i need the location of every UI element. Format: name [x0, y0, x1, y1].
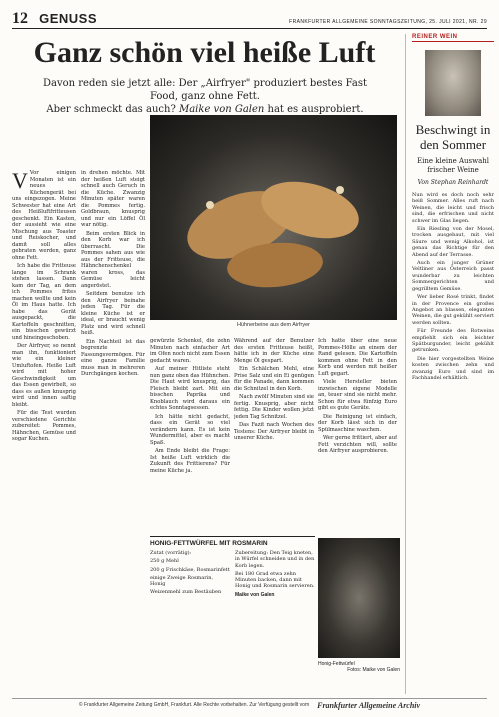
author-portrait — [425, 50, 481, 116]
recipe-box — [150, 536, 315, 689]
paragraph: Ein Schälchen Mehl, eine Prise Salz und ein Ei genügen für die Panade, dann kommen die Schnitzel in den Korb. — [234, 366, 314, 392]
paragraph: Ich hätte nicht gedacht, dass ein Gerät so viel verändern kann. Es ist kein Wundermittel, aber es macht Spaß. — [150, 413, 230, 446]
photo-credit: Fotos: Maike von Galen — [347, 667, 400, 673]
copyright-text: © Frankfurter Allgemeine Zeitung GmbH, Frankfurt. Alle Rechte vorbehalten. Zur Verfügung gestellt vom — [78, 702, 310, 708]
airfryer-photo — [150, 115, 397, 320]
divider — [412, 41, 494, 42]
recipe-line: 200 g Frischkäse, Rosmarinfett — [150, 566, 230, 573]
recipe-line: 250 g Mehl — [150, 558, 179, 565]
page-number: 12 — [12, 10, 28, 27]
small-photo-caption — [318, 661, 400, 673]
photo-caption: Hühnerbeine aus dem Airfryer — [236, 322, 311, 328]
paragraph: Die hier vorgestellten Weine kosten zwischen zehn und zwanzig Euro und sind im Fachhandel erhältlich. — [412, 355, 494, 381]
paragraph: Während auf der Benutzer des ersten Fritteuse heißt, hätte ich in der Küche eine Menge Öl gespart. — [234, 338, 314, 364]
subhead-author: Maike von Galen — [178, 104, 265, 115]
article-column-5 — [318, 338, 397, 533]
subhead — [30, 77, 380, 116]
article-column-1 — [12, 170, 76, 690]
main-photo — [150, 115, 397, 320]
section-name: GENUSS — [39, 11, 97, 26]
subhead-suffix: hat es ausprobiert. — [264, 104, 364, 115]
paragraph: Beim ersten Blick in den Korb war ich überrascht. Die Pommes sahen aus wie aus der Fritteuse, die Hähnchenschenkel waren kross, das Gemüse leicht angeröstet. — [81, 230, 145, 289]
paragraph: Wer lieber Rosé trinkt, findet in der Provence ein großes Angebot an blassen, eleganten Weinen, die gut gekühlt serviert werden sollten. — [412, 294, 494, 326]
sidebar-subtitle: Eine kleine Auswahl frischer Weine — [416, 157, 490, 174]
sidebar-wine-column — [405, 34, 494, 694]
drop-cap: V — [12, 170, 28, 193]
page-footer — [12, 698, 487, 711]
paragraph: gewürzte Schenkel, die zehn Minuten nach einfacher Art im Ofen noch nicht zum Essen gedacht waren. — [150, 338, 230, 364]
sidebar-text — [412, 192, 494, 672]
article-column-3 — [150, 338, 230, 533]
recipe-instructions — [235, 550, 315, 598]
recipe-line: Zubereitung: Den Teig kneten, in Würfel schneiden und in den Korb legen. — [235, 550, 315, 569]
paragraph: Nun wird es doch noch sehr heiß Sommer. Alles ruft nach Weinen, die leicht und frisch sind, die erfrischen und nicht schwer im Glas liegen. — [412, 192, 494, 224]
sidebar-author: Von Stephan Reinhardt — [417, 179, 489, 186]
paragraph: in drehen möchte. Mit der heißen Luft steigt schnell auch Geruch in die Küche. Zwanzig Minuten später waren die Pommes fertig. Goldbraun, knusprig und nur ein Löffel Öl war nötig. — [81, 170, 145, 228]
recipe-ingredients — [150, 550, 230, 598]
recipe-author: Maike von Galen — [235, 591, 275, 598]
paragraph: Die Reinigung ist einfach, der Korb lässt sich in der Spülmaschine waschen. — [318, 413, 397, 433]
subhead-line1: Davon reden sie jetzt alle: Der „Airfryer" produziert bestes Fast Food, ganz ohne Fett. — [42, 78, 368, 102]
paragraph: Ich habe die Fritteuse lange im Schrank stehen lassen. Dann kam der Tag, an dem ich Pommes frites machen wollte und kein Öl im Haus hatte. Ich habe das Gerät ausgepackt, die Kartoffeln geschnitten, ein bisschen gewürzt und hineingeschoben. — [12, 263, 76, 341]
small-photo-caption-left: Honig-Fettwürfel — [318, 661, 355, 667]
recipe-line: einige Zweige Rosmarin, Honig — [150, 574, 214, 588]
column-label: REINER WEIN — [412, 34, 458, 40]
subhead-prefix: Aber schmeckt das auch? — [46, 104, 179, 115]
newspaper-line: FRANKFURTER ALLGEMEINE SONNTAGSZEITUNG, 25. JULI 2021, NR. 29 — [289, 19, 487, 25]
paragraph: Das Fazit nach Wochen des Testens: Der Airfryer bleibt in unserer Küche. — [234, 422, 314, 441]
sidebar-title: Beschwingt in den Sommer — [415, 122, 491, 152]
article-column-4 — [234, 338, 314, 533]
paragraph: Am Ende bleibt die Frage: Ist heiße Luft wirklich die Zukunft des Frittierens? Für meine Küche ja. — [150, 448, 230, 474]
paragraph: Für die Test wurden verschiedene Gerichte zubereitet: Pommes, Hähnchen, Gemüse und sogar Kuchen. — [12, 410, 76, 442]
faz-logo: Frankfurter Allgemeine Archiv — [317, 700, 421, 710]
paragraph: Viele Hersteller bieten inzwischen eigene Modelle an, teuer sind sie nicht mehr. Schon für etwa fünfzig Euro gibt es gute Geräte. — [318, 379, 397, 411]
paragraph: Auf meiner Hitliste steht nun ganz oben das Hühnchen. Die Haut wird knusprig, das Fleisch bleibt zart. Mit ein bisschen Paprika und Knoblauch wird daraus ein echtes Sonntagsessen. — [150, 366, 230, 411]
paragraph: Ein Nachteil ist das begrenzte Fassungsvermögen. Für eine ganze Familie muss man in mehreren Durchgängen kochen. — [81, 338, 145, 377]
paragraph: Ich hatte über eine neue Pommes-Hölle an einem der Rand gelesen. Die Kartoffeln kommen ohne Fett in den Korb und werden mit heißer Luft gegart. — [318, 338, 397, 377]
page-header — [12, 8, 487, 29]
paragraph: Für Freunde des Rotweins empfiehlt sich ein leichter Spätburgunder, leicht gekühlt getrunken. — [412, 328, 494, 354]
chicken-illustration — [150, 115, 397, 320]
headline: Ganz schön viel heiße Luft — [33, 36, 376, 69]
recipe-line: Zutat (vorrätig): — [150, 550, 192, 556]
paragraph: Wer gerne frittiert, aber auf Fett verzichten will, sollte den Airfryer ausprobieren. — [318, 435, 397, 454]
recipe-line: Bei 180 Grad etwa zehn Minuten backen, dann mit Honig und Rosmarin servieren. — [235, 570, 315, 590]
paragraph: Auch ein junger Grüner Veltliner aus Österreich passt wunderbar zu leichten Sommergerichten und gegrilltem Gemüse. — [412, 260, 494, 292]
paragraph: Der Airfryer, so nennt man ihn, funktioniert wie ein kleiner Umluftofen. Heiße Luft wird mit hoher Geschwindigkeit um das Essen gewirbelt, so dass es außen knusprig wird und innen saftig bleibt. — [12, 343, 76, 408]
paragraph: Nach zwölf Minuten sind sie fertig. Knusprig, aber nicht fettig. Die Kinder wollen jetzt jeden Tag Schnitzel. — [234, 394, 314, 420]
recipe-title: HONIG-FETTWÜRFEL MIT ROSMARIN — [150, 540, 268, 547]
article-column-2 — [81, 170, 145, 690]
paragraph: Ein Riesling von der Mosel, trocken ausgebaut, mit viel Säure und wenig Alkohol, ist genau das Richtige für den Abend auf der Terrasse. — [412, 226, 494, 258]
paragraph: Vor einigen Monaten ist ein neues Küchengerät bei uns eingezogen. Meine Schwester hat eine Art des Heißluftfritteusen geschenkt. Ein Kasten, der aussieht wie eine Mischung aus Toaster und Reiskocher, und damit soll alles gebraten werden, ganz ohne Fett. — [12, 170, 76, 261]
honey-cubes-photo — [318, 538, 400, 658]
recipe-line: Weizenmehl zum Bestäuben — [150, 589, 222, 596]
paragraph: Seitdem benutze ich den Airfryer beinahe jeden Tag. Für die kleine Küche ist er ideal, er braucht wenig Platz und wird schnell heiß. — [81, 291, 145, 336]
